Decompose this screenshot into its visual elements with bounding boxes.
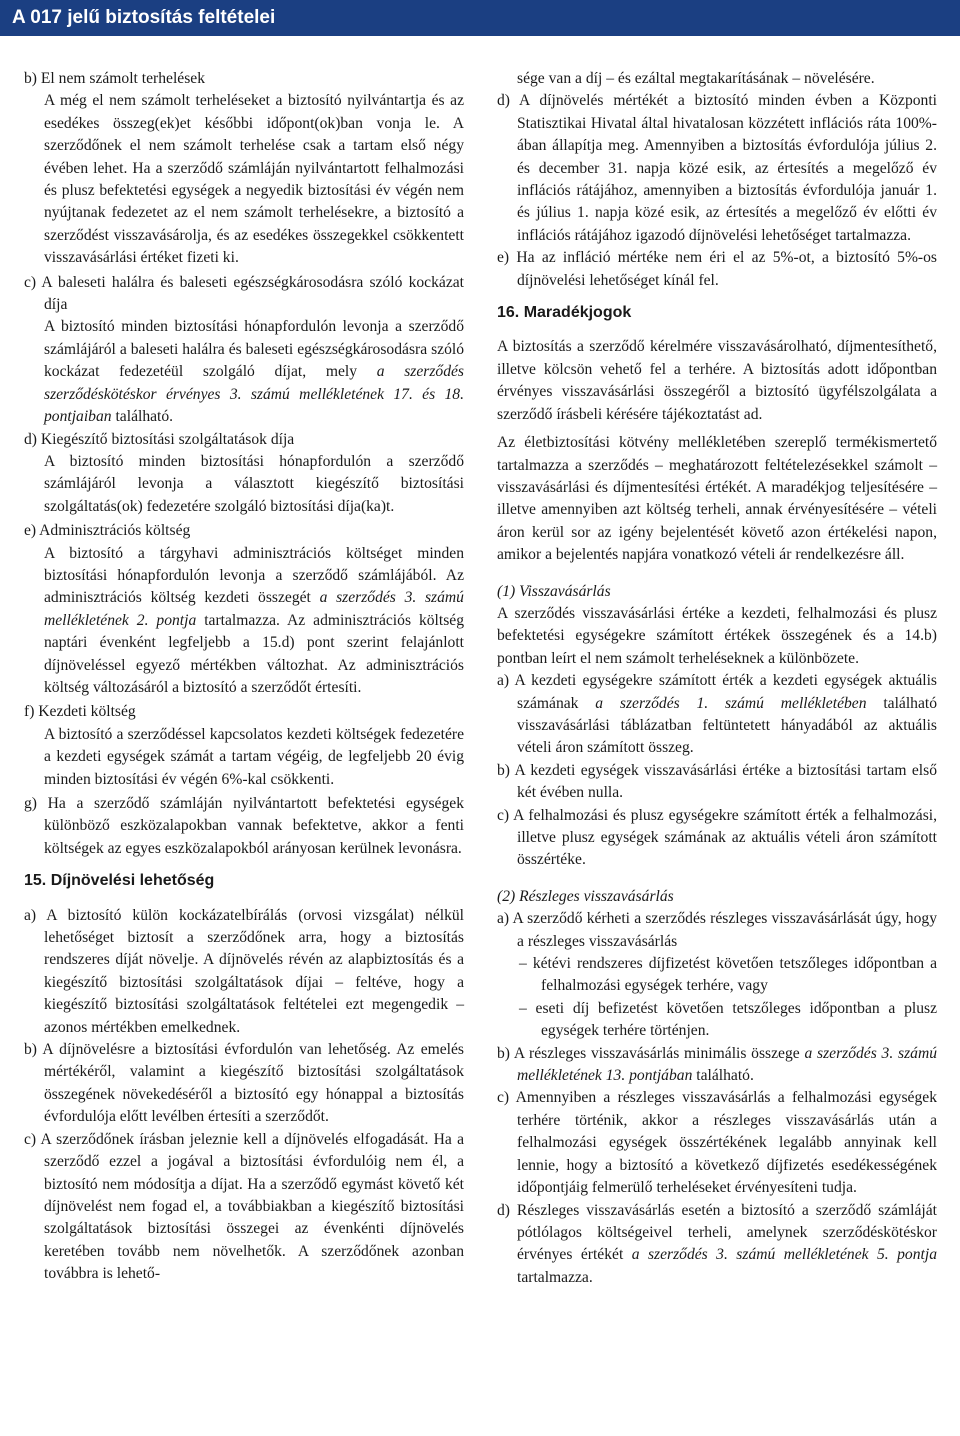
right-column xyxy=(497,68,937,1289)
subsection-1-title: (1) Visszavásárlás xyxy=(497,582,611,600)
subsection-1-b: b) A kezdeti egységek visszavásárlási értéke a biztosítási tartam első két évében nulla. xyxy=(497,761,937,802)
item-b-title: b) El nem számolt terhelések xyxy=(24,70,205,87)
item-e-title: e) Adminisztrációs költség xyxy=(24,522,191,540)
c-body-reference: a szerződés szerződéskötéskor érvényes 3. számú mellékletének 17. és 18. pontjaiban xyxy=(44,363,464,426)
section-15-c-continued: sége van a díj – és ezáltal megtakarításának – növelésére. xyxy=(517,70,875,87)
subsection-1-paragraph: A szerződés visszavásárlási értéke a kezdeti, felhalmozási és plusz befektetési egységekre számított értékek összegének és a 14.b) pontban leírt el nem számolt terheléseknek a különbözete. xyxy=(497,604,937,667)
section-15-e: e) Ha az infláció mértéke nem éri el az 5%-ot, a biztosító 5%-os díjnövelési lehetőséget kínál fel. xyxy=(497,249,937,289)
subsection-2-a: a) A szerződő kérheti a szerződés részleges visszavásárlását úgy, hogy a részleges visszavásárlás xyxy=(497,910,937,950)
sub2-d-text: d) Részleges visszavásárlás esetén a biztosító a szerződő számláját pótlólagos költségeivel terheli, amelynek szerződéskötéskor érvényes értékét xyxy=(497,1201,937,1264)
section-16-paragraph-2: Az életbiztosítási kötvény mellékletében szereplő termékismertető tartalmazza a szerződés – meghatározott feltételezésekkel számolt – visszavásárlási és díjmentesítési értékét. A maradékjog teljesítésére – illetve amennyiben azt költség terheli, annak érvényesítésére – vételi áron kerül sor az igény bejelentését követő azon értékelési napon, amikor a bejelentés napjára vonatkozó vételi ár rendelkezésre áll. xyxy=(497,434,937,564)
subsection-2-dash-1: – kétévi rendszeres díjfizetést követően tetszőleges időpontban a felhalmozási egységek terhére, vagy xyxy=(519,955,937,995)
c-body-text: A biztosító minden biztosítási hónapfordulón levonja a szerződő számlájáról a baleseti halálra és baleseti egészségkárosodásra szóló kockázat fedezetéül szolgáló díjat, mely xyxy=(44,318,464,381)
sub2-b-end: található. xyxy=(692,1067,754,1085)
item-f-body: A biztosító a szerződéssel kapcsolatos kezdeti költségek fedezetére a kezdeti egységek számát a tartam végéig, de legfeljebb 20 évig minden biztosítási év végén 6%-kal csökkenti. xyxy=(44,725,464,788)
item-g: g) Ha a szerződő számláján nyilvántartott befektetési egységek különböző eszközalapokban vannak befektetve, akkor a fenti költségek az egyes eszközalapokból arányosan kerülnek levonásra. xyxy=(24,795,464,857)
sub2-b-text: b) A részleges visszavásárlás minimális összege xyxy=(497,1044,805,1062)
section-15-d: d) A díjnövelés mértékét a biztosító minden évben a Központi Statisztikai Hivatal által hivatalosan közzétett inflációs ráta 100%-ában állapítja meg. Amennyiben a biztosítás évfordulója július 2. és december 31. napja közé esik, az értesítés a megelőző év inflációs rátájához, amennyiben a biztosítás évfordulója január 1. és július 1. napja közé esik, az értesítés a megelőző év előtti év inflációs rátájához igazodó díjnövelési lehetőséget tartalmazza. xyxy=(497,92,937,244)
subsection-2-b xyxy=(497,1043,937,1088)
subsection-2-dash-2: – eseti díj befizetést követően tetszőleges időpontban a plusz egységek terhére történjen. xyxy=(519,999,937,1040)
sub2-b-reference: a szerződés 3. számú mellékletének 13. pontjában xyxy=(517,1044,937,1085)
sub1-a-end: található visszavásárlási táblázatban feltüntetett hányadából az aktuális vételi áron számított összeg. xyxy=(517,694,938,757)
item-d-body: A biztosító minden biztosítási hónapfordulón a szerződő számlájáról levonja a választott kiegészítő biztosítási szolgáltatás(ok) fedezetére szolgáló biztosítási díja(ka)t. xyxy=(44,452,464,515)
item-e-body xyxy=(24,543,464,700)
left-column xyxy=(24,68,464,1286)
sub2-d-end: tartalmazza. xyxy=(517,1268,593,1286)
item-d-title: d) Kiegészítő biztosítási szolgáltatások díja xyxy=(24,430,295,448)
section-16-paragraph-1: A biztosítás a szerződő kérelmére visszavásárolható, díjmentesíthető, illetve kölcsön vehető fel a terhére. A biztosítás adott időpontban érvényes visszavásárlási összegéről a biztosító ügyfélszolgálata a szerződő írásbeli kérésére tájékoztatást ad. xyxy=(497,338,937,423)
item-c-title: c) A baleseti halálra és baleseti egészségkárosodásra szóló kockázat díja xyxy=(24,273,464,314)
e-body-reference: a szerződés 3. számú mellékletének 2. pontja xyxy=(44,589,464,629)
section-15-a: a) A biztosító külön kockázatelbírálás (orvosi vizsgálat) nélkül lehetőséget biztosít a szerződőnek arra, hogy a biztosítás rendszeres díját növelje. A díjnövelés révén az alapbiztosítás és a kiegészítő biztosítási szolgáltatások díjai – feltéve, hogy a kiegészítő biztosítási szolgáltatások feltételei ezt megengedik – azonos mértékben emelkednek. xyxy=(24,906,464,1036)
section-15-b: b) A díjnövelésre a biztosítási évfordulón van lehetőség. Az emelés mértékéről, valamint a kiegészítő biztosítási szolgáltatások összegének növekedéséről a biztosító egy hónappal a biztosítás évfordulója előtt levélben értesíti a szerződőt. xyxy=(24,1041,464,1126)
e-body-end: tartalmazza. Az adminisztrációs költség naptári évenként legfeljebb a 15.d) pont szerint felajánlott díjnöveléssel egyező mértékben változhat. Az adminisztrációs költség változásáról a biztosító a szerződőt értesíti. xyxy=(44,611,464,696)
page-header: A 017 jelű biztosítás feltételei xyxy=(0,0,960,36)
item-b-body: A még el nem számolt terheléseket a biztosító nyilvántartja és az esedékes összeg(ek)et későbbi időpont(ok)ban vonja le. A szerződőnek el nem számolt terhelése csak a tartam első négy évében lehet. Ha a szerződő számláján nyilvántartott felhalmozási és plusz befektetési egységek a negyedik biztosítási év végén nem nyújtanak fedezetet az el nem számolt terhelésekre, a biztosító a szerződést visszavásárolja, és az esedékes összegekkel csökkentett visszavásárlási értéket fizeti ki. xyxy=(44,92,464,267)
subsection-1-c: c) A felhalmozási és plusz egységekre számított érték a felhalmozási, illetve plusz egységek számának az aktuális vételi áron számított összértéke. xyxy=(497,806,937,869)
section-16-title: 16. Maradékjogok xyxy=(497,304,632,322)
section-15-c: c) A szerződőnek írásban jeleznie kell a díjnövelés elfogadását. Ha a szerződő ezzel a jogával a biztosítási évfordulóig nem él, a biztosító nem módosítja a díjat. Ha a szerződő egymást követő két díjnövelést nem fogad el, a továbbiakban a kiegészítő biztosítási szolgáltatások biztosítási összegei az évenkénti díjnövelés keretében tovább nem növelhetők. A szerződőnek azonban továbbra is lehető- xyxy=(24,1130,464,1283)
sub1-a-text: a) A kezdeti egységekre számított érték a kezdeti egységek aktuális számának xyxy=(497,672,937,712)
subsection-2-c: c) Amennyiben a részleges visszavásárlás a felhalmozási egységek terhére történik, akkor a részleges visszavásárlás után a felhalmozási egységek összértékének legalább annyinak kell lennie, hogy a biztosító a következő díjfizetés esedékességének időpontjáig felmerülő terheléseket érvényesíteni tudja. xyxy=(497,1089,937,1197)
section-15-title: 15. Díjnövelési lehetőség xyxy=(24,872,215,890)
c-body-end: található. xyxy=(111,408,174,426)
item-c-body xyxy=(24,316,464,428)
e-body-text: A biztosító a tárgyhavi adminisztrációs költséget minden biztosítási hónapfordulón levonja a szerződő számlájából. Az adminisztrációs költség kezdeti összegét xyxy=(44,544,464,607)
subsection-2-title: (2) Részleges visszavásárlás xyxy=(497,887,674,905)
item-f-title: f) Kezdeti költség xyxy=(24,703,136,721)
subsection-2-d xyxy=(497,1200,937,1290)
subsection-1-a xyxy=(497,670,937,760)
sub2-d-reference: a szerződés 3. számú mellékletének 5. pontja xyxy=(631,1246,937,1264)
sub1-a-reference: a szerződés 1. számú mellékletében xyxy=(595,694,867,712)
